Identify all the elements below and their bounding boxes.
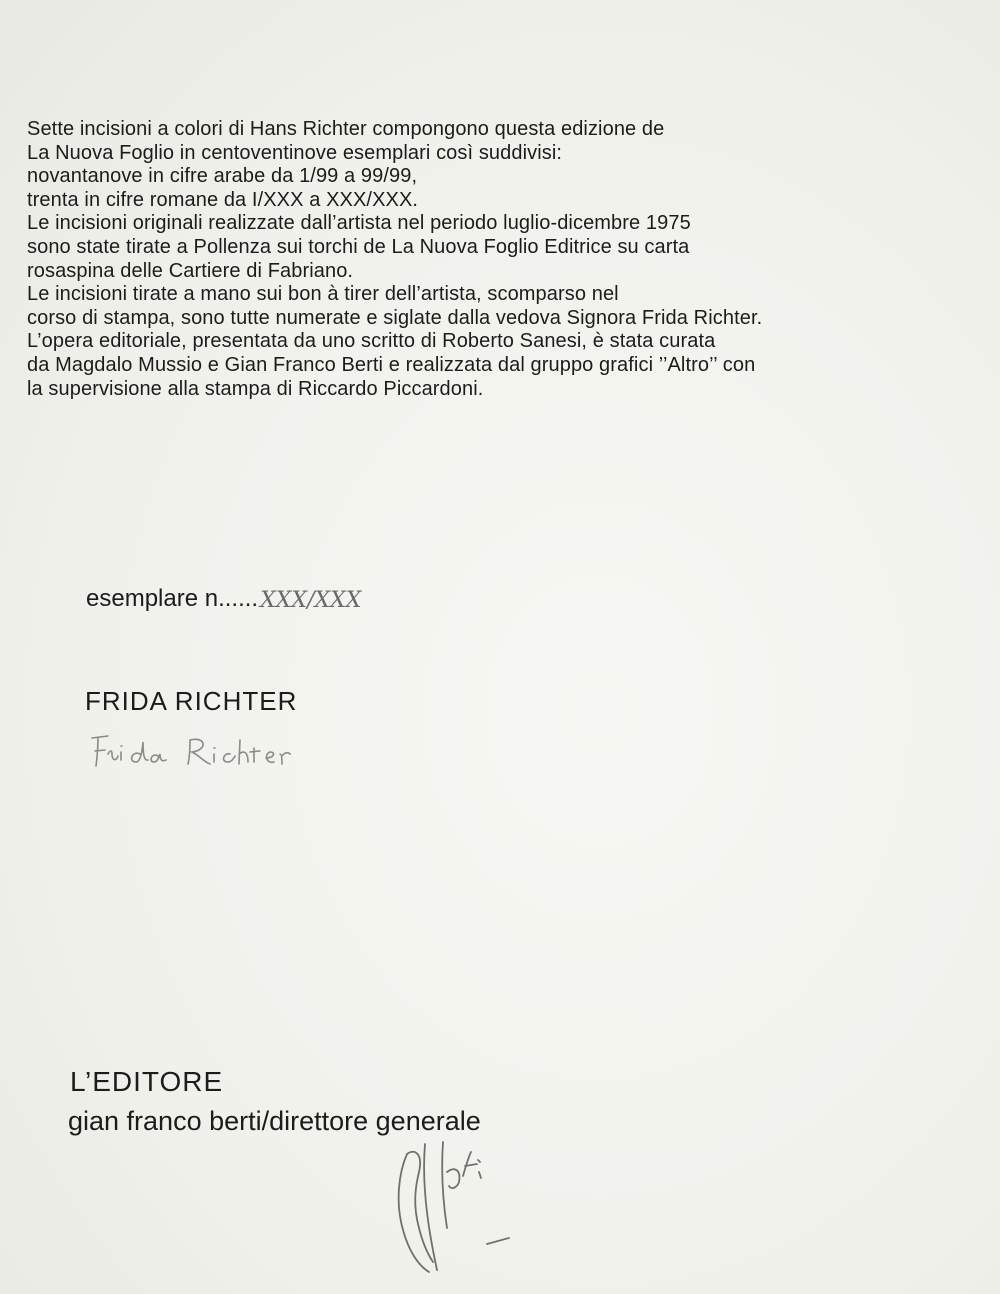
- colophon-text: [27, 118, 997, 401]
- colophon-line: Sette incisioni a colori di Hans Richter compongono questa edizione de: [27, 118, 665, 140]
- copy-number-label: esemplare n......: [86, 585, 259, 612]
- colophon-line: trenta in cifre romane da I/XXX a XXX/XXX.: [27, 188, 419, 211]
- publisher-signature: [385, 1132, 545, 1282]
- handwritten-copy-number: XXX/XXX: [260, 588, 362, 613]
- colophon-line: corso di stampa, sono tutte numerate e siglate dalla vedova Signora Frida Richter.: [27, 306, 763, 329]
- colophon-line: novantanove in cifre arabe da 1/99 a 99/99,: [27, 165, 418, 188]
- publisher-role: gian franco berti/direttore generale: [68, 1106, 481, 1136]
- publisher-heading: L’EDITORE: [70, 1066, 224, 1097]
- colophon-line: da Magdalo Mussio e Gian Franco Berti e realizzata dal gruppo grafici ’’Altro’’ con: [27, 353, 756, 376]
- colophon-line: la supervisione alla stampa di Riccardo Piccardoni.: [27, 377, 484, 400]
- colophon-line: L’opera editoriale, presentata da uno scritto di Roberto Sanesi, è stata curata: [27, 330, 716, 353]
- widow-signature: [88, 724, 348, 774]
- colophon-line: Le incisioni originali realizzate dall’artista nel periodo luglio-dicembre 1975: [27, 212, 691, 235]
- colophon-line: La Nuova Foglio in centoventinove esemplari così suddivisi:: [27, 141, 563, 164]
- copy-number-line: [86, 585, 361, 613]
- widow-name: FRIDA RICHTER: [85, 686, 298, 716]
- colophon-line: sono state tirate a Pollenza sui torchi de La Nuova Foglio Editrice su carta: [27, 235, 690, 258]
- colophon-line: rosaspina delle Cartiere di Fabriano.: [27, 259, 354, 282]
- colophon-line: Le incisioni tirate a mano sui bon à tirer dell’artista, scomparso nel: [27, 283, 619, 306]
